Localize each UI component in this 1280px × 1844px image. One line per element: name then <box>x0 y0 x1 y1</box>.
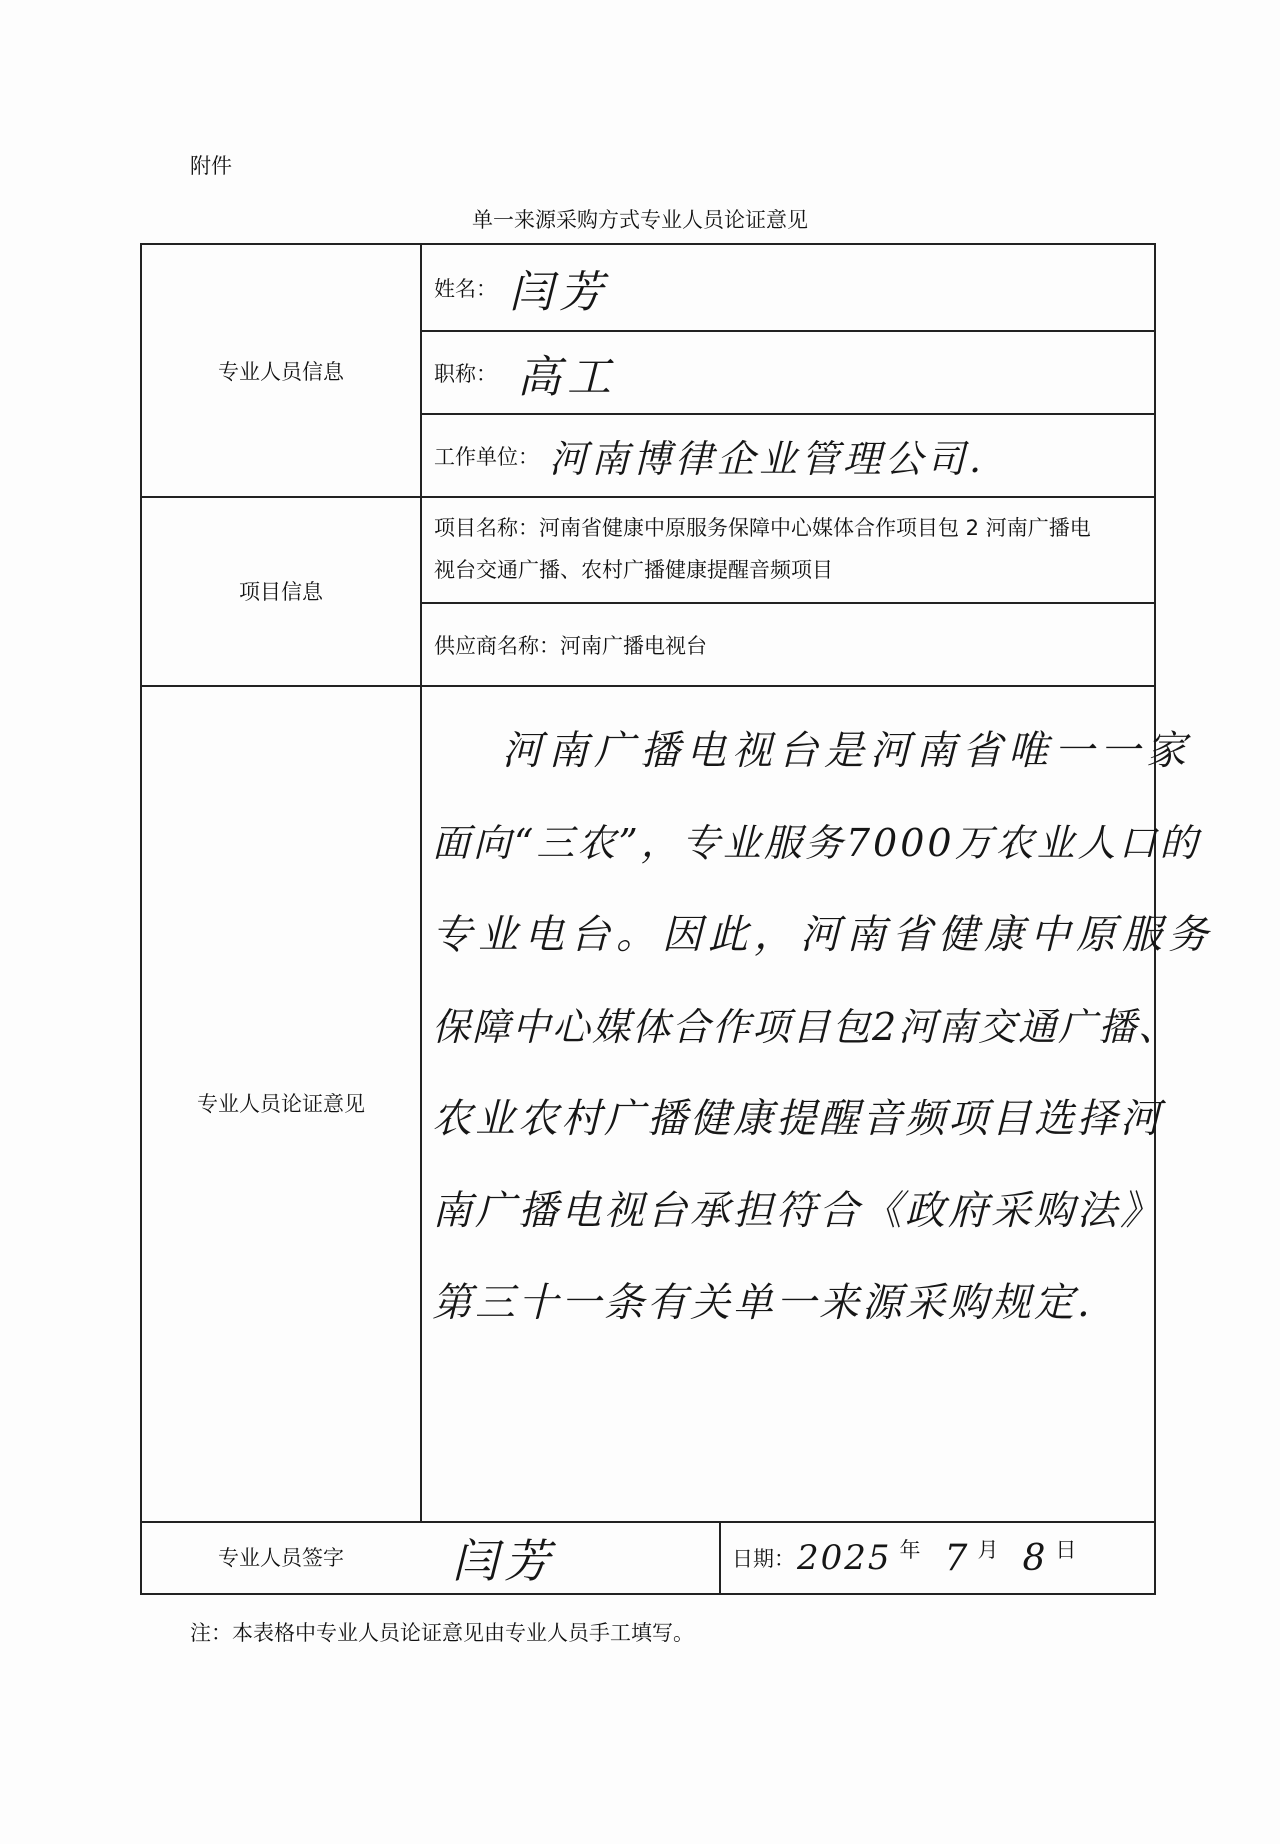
date-label: 日期： <box>732 1547 795 1571</box>
employer-value: 河南博律企业管理公司. <box>549 437 986 481</box>
section-label-signature: 专业人员签字 <box>218 1546 344 1570</box>
date-field <box>732 1523 1152 1593</box>
supplier-label: 供应商名称： <box>434 633 560 658</box>
date-year-unit: 年 <box>899 1538 921 1562</box>
opinion-line: 专业电台。因此，河南省健康中原服务 <box>432 912 1214 958</box>
supplier-value: 河南广播电视台 <box>560 633 707 658</box>
signature-field <box>452 1523 712 1593</box>
project-name-line-1 <box>434 507 1146 549</box>
footnote: 注：本表格中专业人员论证意见由专业人员手工填写。 <box>190 1621 694 1645</box>
opinion-line: 南广播电视台承担符合《政府采购法》 <box>432 1188 1163 1234</box>
title-value: 高工 <box>517 351 617 403</box>
opinion-text <box>432 705 1214 1349</box>
supplier-field <box>434 604 1144 685</box>
section-label-opinion: 专业人员论证意见 <box>197 1092 365 1116</box>
attachment-label: 附件 <box>190 154 232 178</box>
opinion-line: 第三十一条有关单一来源采购规定. <box>432 1280 1093 1326</box>
employer-label: 工作单位： <box>434 444 539 469</box>
date-day: 8 <box>1022 1537 1052 1579</box>
name-field <box>434 245 1144 330</box>
date-month-unit: 月 <box>977 1538 999 1562</box>
date-divider <box>719 1521 721 1593</box>
project-name-value-2: 视台交通广播、农村广播健康提醒音频项目 <box>434 558 833 582</box>
project-name-value-1: 河南省健康中原服务保障中心媒体合作项目包 2 河南广播电 <box>539 516 1091 540</box>
form-table <box>140 243 1214 1595</box>
date-day-unit: 日 <box>1055 1538 1077 1562</box>
date-month: 7 <box>944 1537 974 1579</box>
employer-field <box>434 415 1144 496</box>
name-value: 闫芳 <box>509 266 609 318</box>
name-label: 姓名： <box>434 276 497 301</box>
project-name-field <box>434 507 1146 591</box>
signature: 闫芳 <box>452 1534 556 1588</box>
document-title: 单一来源采购方式专业人员论证意见 <box>472 208 808 232</box>
title-label: 职称： <box>434 361 497 386</box>
date-year: 2025 <box>797 1538 892 1578</box>
column-divider <box>420 245 422 1521</box>
section-label-personnel: 专业人员信息 <box>218 359 344 384</box>
title-field <box>434 332 1144 413</box>
opinion-line: 河南广播电视台是河南省唯一一家 <box>502 728 1192 774</box>
opinion-line: 面向“三农”，专业服务7000万农业人口的 <box>432 821 1201 865</box>
opinion-line: 保障中心媒体合作项目包2河南交通广播、 <box>432 1005 1179 1049</box>
section-label-project: 项目信息 <box>239 579 323 604</box>
project-name-label: 项目名称： <box>434 516 539 540</box>
opinion-line: 农业农村广播健康提醒音频项目选择河 <box>432 1096 1163 1142</box>
